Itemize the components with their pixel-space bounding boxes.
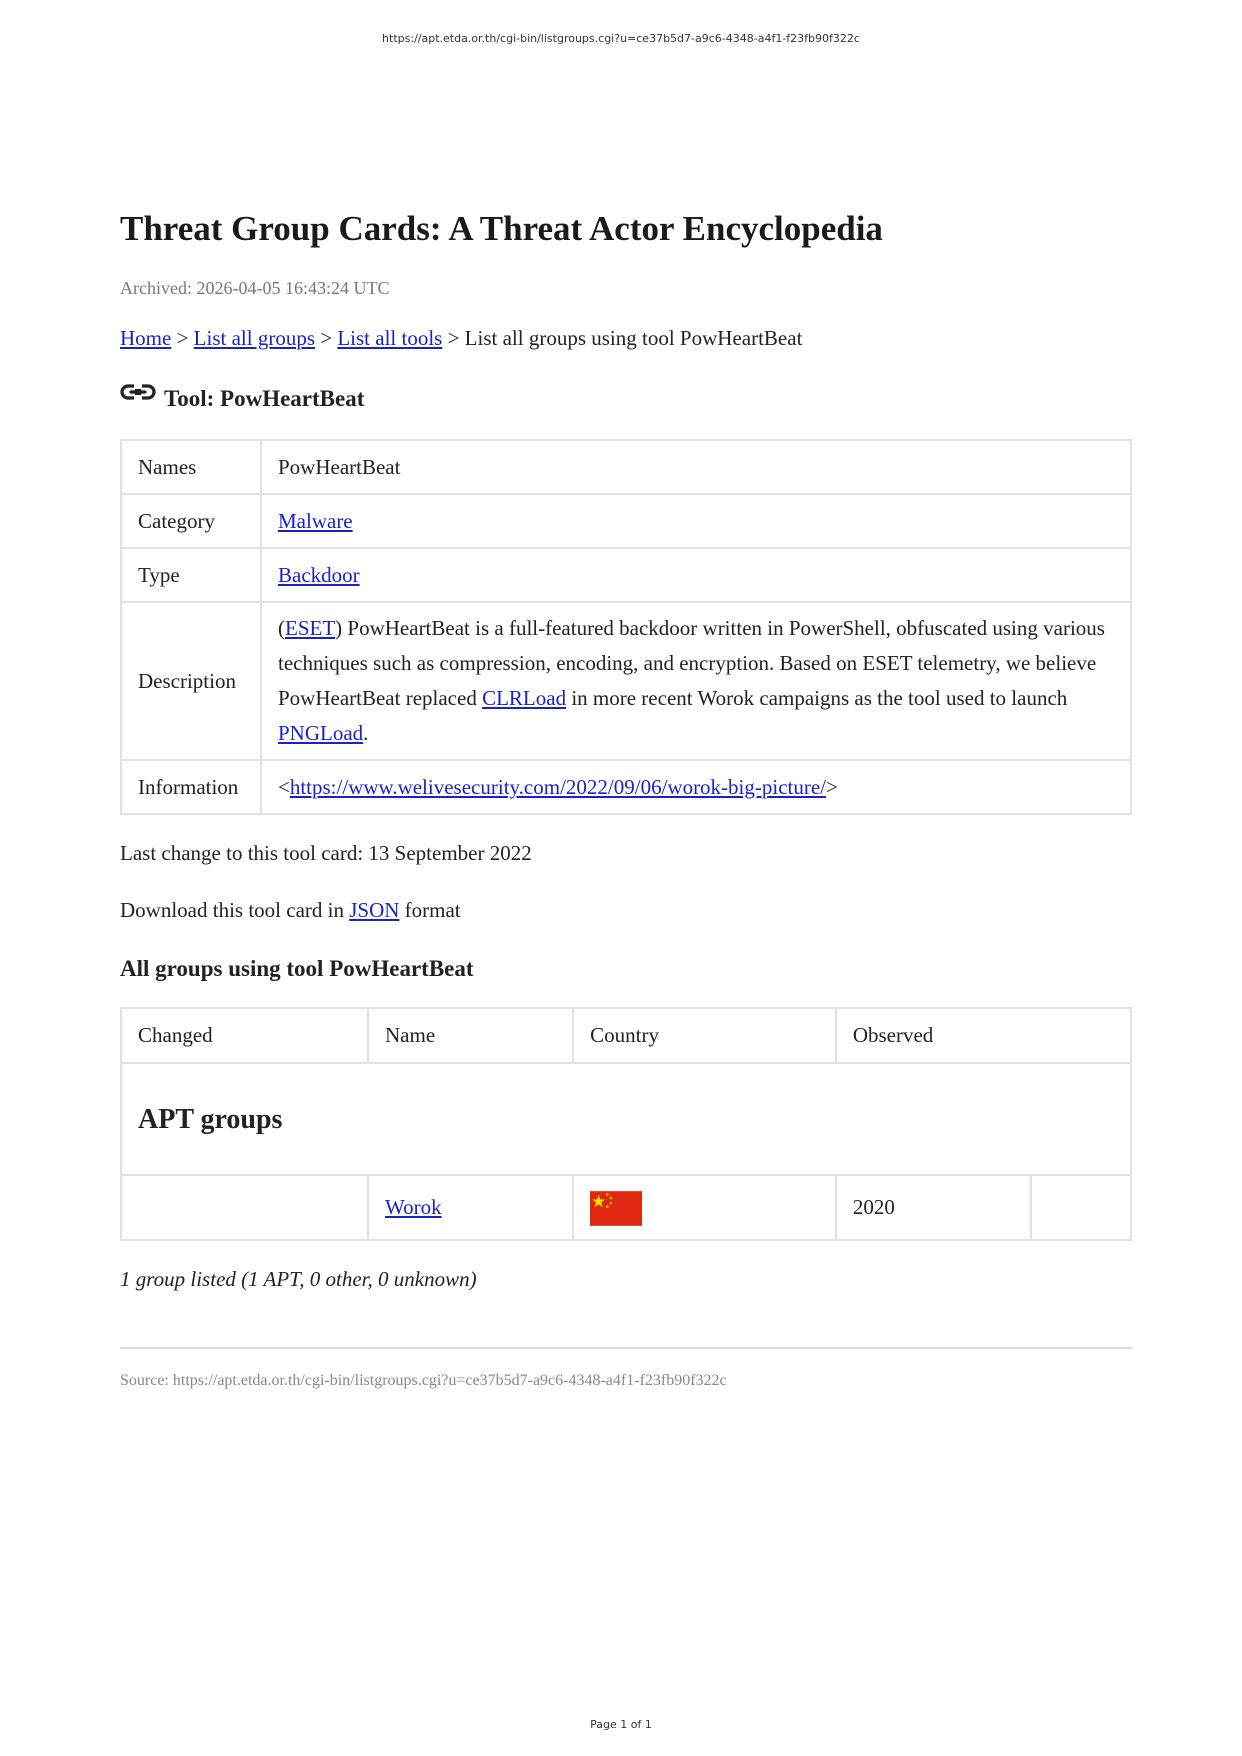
type-label: Type — [121, 548, 261, 602]
pngload-link[interactable]: PNGLoad — [278, 721, 364, 745]
information-bracket-open: < — [278, 774, 290, 799]
json-download-link[interactable]: JSON — [349, 898, 400, 922]
description-value — [261, 602, 1131, 760]
download-prefix: Download this tool card in — [120, 898, 350, 922]
description-paren: ( — [278, 616, 285, 640]
information-bracket-close: > — [826, 774, 838, 799]
china-flag-icon — [590, 1191, 642, 1226]
category-link[interactable]: Malware — [278, 508, 353, 533]
description-label: Description — [121, 602, 261, 760]
column-header-name: Name — [368, 1008, 573, 1063]
tool-row-description — [121, 602, 1131, 760]
clrload-link[interactable]: CLRLoad — [482, 686, 567, 710]
groups-table-header — [121, 1008, 1131, 1063]
name-cell — [368, 1175, 573, 1240]
type-link[interactable]: Backdoor — [278, 562, 360, 587]
empty-cell — [1031, 1175, 1132, 1240]
category-cell — [261, 494, 1131, 548]
tool-row-information — [121, 760, 1131, 814]
breadcrumb-list-tools-link[interactable]: List all tools — [337, 326, 443, 350]
link-icon — [120, 381, 156, 405]
groups-heading: All groups using tool PowHeartBeat — [120, 956, 474, 981]
last-change-text: Last change to this tool card: 13 September 2022 — [120, 841, 532, 865]
print-header-url: https://apt.etda.or.th/cgi-bin/listgroups.cgi?u=ce37b5d7-a9c6-4348-a4f1-f23fb90f322c — [382, 32, 860, 45]
footer-divider — [120, 1347, 1132, 1349]
names-value: PowHeartBeat — [261, 440, 1131, 494]
changed-cell — [121, 1175, 368, 1240]
tool-row-type — [121, 548, 1131, 602]
information-link[interactable]: https://www.welivesecurity.com/2022/09/06/worok-big-picture/ — [289, 774, 827, 799]
column-header-country: Country — [573, 1008, 836, 1063]
eset-source-link[interactable]: ESET — [285, 616, 336, 640]
archived-timestamp: Archived: 2026-04-05 16:43:24 UTC — [120, 278, 390, 298]
tool-info-table — [120, 439, 1132, 815]
column-header-observed: Observed — [836, 1008, 1131, 1063]
breadcrumb-separator: > — [315, 326, 338, 350]
tool-heading — [120, 382, 1132, 416]
information-label: Information — [121, 760, 261, 814]
description-text: in more recent Worok campaigns as the tool used to launch — [566, 686, 1068, 710]
breadcrumb — [120, 324, 1132, 352]
breadcrumb-separator: > — [171, 326, 194, 350]
table-row — [121, 1175, 1131, 1240]
names-label: Names — [121, 440, 261, 494]
page-title: Threat Group Cards: A Threat Actor Encyclopedia — [120, 209, 883, 248]
type-cell — [261, 548, 1131, 602]
download-suffix: format — [399, 898, 461, 922]
breadcrumb-home-link[interactable]: Home — [120, 326, 172, 350]
tool-row-names — [121, 440, 1131, 494]
category-label: Category — [121, 494, 261, 548]
tool-heading-text: Tool: PowHeartBeat — [164, 386, 365, 411]
information-value — [261, 760, 1131, 814]
observed-cell: 2020 — [836, 1175, 1031, 1240]
groups-summary: 1 group listed (1 APT, 0 other, 0 unknown) — [120, 1267, 477, 1291]
groups-table — [120, 1007, 1132, 1241]
section-row-apt — [121, 1063, 1131, 1175]
page-number: Page 1 of 1 — [590, 1718, 652, 1731]
description-text: . — [363, 721, 369, 745]
tool-row-category — [121, 494, 1131, 548]
breadcrumb-list-groups-link[interactable]: List all groups — [193, 326, 315, 350]
group-link-worok[interactable]: Worok — [385, 1195, 442, 1219]
main-content — [120, 208, 1132, 1392]
download-line — [120, 896, 1132, 924]
description-text: ) PowHeartBeat is a full-featured backdoor written in PowerShell, obfuscated using various techniques such as compression, encoding, and encryption. Based on ESET telemetry, we believe PowHeartBeat replaced — [278, 616, 1105, 710]
country-cell — [573, 1175, 836, 1240]
section-label-apt-groups: APT groups — [121, 1063, 1131, 1175]
breadcrumb-current: > List all groups using tool PowHeartBeat — [442, 326, 803, 350]
column-header-changed: Changed — [121, 1008, 368, 1063]
source-url: Source: https://apt.etda.or.th/cgi-bin/listgroups.cgi?u=ce37b5d7-a9c6-4348-a4f1-f23fb90f322c — [120, 1372, 727, 1389]
